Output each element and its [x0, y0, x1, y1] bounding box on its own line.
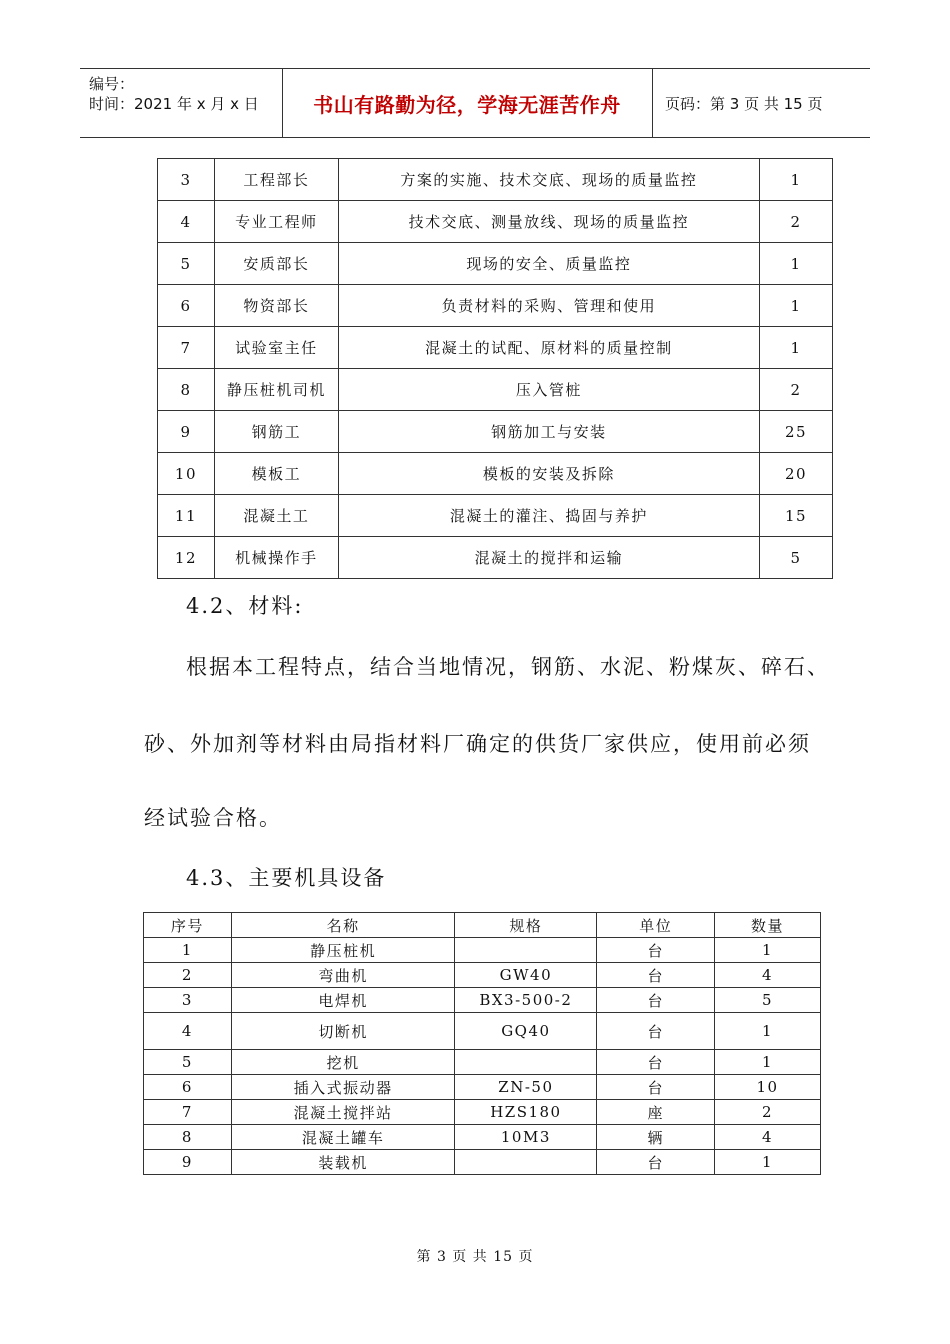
cell-name: 混凝土罐车	[231, 1125, 455, 1150]
row-count: 2	[760, 369, 833, 411]
row-duty: 方案的实施、技术交底、现场的质量监控	[338, 159, 759, 201]
row-count: 1	[760, 159, 833, 201]
row-no: 11	[158, 495, 215, 537]
table-row	[158, 369, 833, 411]
cell-spec	[455, 1150, 597, 1175]
table-row	[158, 411, 833, 453]
table-row	[158, 327, 833, 369]
row-no: 6	[158, 285, 215, 327]
cell-name: 弯曲机	[231, 963, 455, 988]
row-count: 5	[760, 537, 833, 579]
row-count: 1	[760, 285, 833, 327]
cell-unit: 辆	[597, 1125, 715, 1150]
table-header-row	[144, 913, 821, 938]
time-label: 时间：2021 年 x 月 x 日	[89, 95, 259, 113]
cell-no: 8	[144, 1125, 232, 1150]
code-label: 编号：	[89, 75, 135, 93]
cell-no: 7	[144, 1100, 232, 1125]
cell-spec: HZS180	[455, 1100, 597, 1125]
cell-qty: 1	[715, 1013, 821, 1050]
cell-spec: GQ40	[455, 1013, 597, 1050]
row-count: 1	[760, 243, 833, 285]
cell-unit: 台	[597, 1013, 715, 1050]
row-duty: 压入管桩	[338, 369, 759, 411]
cell-unit: 台	[597, 938, 715, 963]
header-motto-cell	[282, 69, 653, 137]
row-duty: 技术交底、测量放线、现场的质量监控	[338, 201, 759, 243]
cell-unit: 台	[597, 963, 715, 988]
cell-spec	[455, 1050, 597, 1075]
row-role: 专业工程师	[214, 201, 338, 243]
row-count: 1	[760, 327, 833, 369]
header-qty: 数量	[715, 913, 821, 938]
cell-no: 3	[144, 988, 232, 1013]
row-count: 15	[760, 495, 833, 537]
header-spec: 规格	[455, 913, 597, 938]
cell-qty: 2	[715, 1100, 821, 1125]
cell-qty: 10	[715, 1075, 821, 1100]
cell-name: 混凝土搅拌站	[231, 1100, 455, 1125]
row-role: 工程部长	[214, 159, 338, 201]
cell-no: 5	[144, 1050, 232, 1075]
cell-unit: 台	[597, 1150, 715, 1175]
header-motto: 书山有路勤为径，学海无涯苦作舟	[313, 92, 621, 117]
cell-name: 装载机	[231, 1150, 455, 1175]
table-row	[144, 988, 821, 1013]
cell-unit: 台	[597, 1050, 715, 1075]
row-count: 2	[760, 201, 833, 243]
materials-paragraph-line-2: 砂、外加剂等材料由局指材料厂确定的供货厂家供应，使用前必须	[144, 732, 811, 756]
table-row	[144, 1125, 821, 1150]
row-count: 25	[760, 411, 833, 453]
cell-no: 9	[144, 1150, 232, 1175]
cell-unit: 台	[597, 988, 715, 1013]
cell-no: 6	[144, 1075, 232, 1100]
cell-spec	[455, 938, 597, 963]
cell-name: 电焊机	[231, 988, 455, 1013]
personnel-table	[157, 158, 833, 579]
header-page-info: 页码：第 3 页 共 15 页	[665, 94, 823, 113]
table-row	[158, 159, 833, 201]
row-no: 8	[158, 369, 215, 411]
cell-spec: ZN-50	[455, 1075, 597, 1100]
row-role: 模板工	[214, 453, 338, 495]
cell-qty: 1	[715, 1050, 821, 1075]
row-duty: 混凝土的试配、原材料的质量控制	[338, 327, 759, 369]
table-row	[144, 1150, 821, 1175]
cell-name: 挖机	[231, 1050, 455, 1075]
page-header	[80, 68, 870, 138]
cell-name: 插入式振动器	[231, 1075, 455, 1100]
table-row	[144, 1013, 821, 1050]
row-role: 物资部长	[214, 285, 338, 327]
cell-no: 1	[144, 938, 232, 963]
cell-name: 切断机	[231, 1013, 455, 1050]
table-row	[144, 1075, 821, 1100]
equipment-table	[143, 912, 821, 1175]
materials-paragraph-line-3: 经试验合格。	[144, 806, 282, 830]
cell-qty: 4	[715, 963, 821, 988]
row-no: 7	[158, 327, 215, 369]
cell-unit: 座	[597, 1100, 715, 1125]
row-no: 12	[158, 537, 215, 579]
row-role: 静压桩机司机	[214, 369, 338, 411]
header-meta	[80, 69, 283, 137]
cell-qty: 5	[715, 988, 821, 1013]
header-unit: 单位	[597, 913, 715, 938]
cell-spec: 10M3	[455, 1125, 597, 1150]
header-name: 名称	[231, 913, 455, 938]
row-count: 20	[760, 453, 833, 495]
table-row	[158, 537, 833, 579]
equipment-heading: 4.3、主要机具设备	[186, 866, 387, 890]
page-footer: 第 3 页 共 15 页	[416, 1249, 534, 1265]
table-row	[158, 285, 833, 327]
table-row	[144, 963, 821, 988]
row-no: 4	[158, 201, 215, 243]
row-duty: 现场的安全、质量监控	[338, 243, 759, 285]
header-no: 序号	[144, 913, 232, 938]
table-row	[144, 1050, 821, 1075]
row-role: 钢筋工	[214, 411, 338, 453]
materials-heading: 4.2、材料:	[186, 594, 304, 618]
cell-spec: GW40	[455, 963, 597, 988]
cell-unit: 台	[597, 1075, 715, 1100]
table-row	[158, 453, 833, 495]
row-role: 试验室主任	[214, 327, 338, 369]
header-page-cell	[653, 69, 870, 137]
table-row	[158, 243, 833, 285]
cell-name: 静压桩机	[231, 938, 455, 963]
cell-no: 4	[144, 1013, 232, 1050]
row-no: 10	[158, 453, 215, 495]
cell-no: 2	[144, 963, 232, 988]
row-duty: 混凝土的灌注、捣固与养护	[338, 495, 759, 537]
cell-qty: 4	[715, 1125, 821, 1150]
row-duty: 混凝土的搅拌和运输	[338, 537, 759, 579]
row-role: 混凝土工	[214, 495, 338, 537]
cell-spec: BX3-500-2	[455, 988, 597, 1013]
row-duty: 模板的安装及拆除	[338, 453, 759, 495]
materials-paragraph-line-1: 根据本工程特点，结合当地情况，钢筋、水泥、粉煤灰、碎石、	[186, 655, 830, 679]
table-row	[158, 201, 833, 243]
row-no: 5	[158, 243, 215, 285]
cell-qty: 1	[715, 938, 821, 963]
table-row	[144, 1100, 821, 1125]
table-row	[158, 495, 833, 537]
table-row	[144, 938, 821, 963]
row-role: 安质部长	[214, 243, 338, 285]
row-no: 9	[158, 411, 215, 453]
row-role: 机械操作手	[214, 537, 338, 579]
cell-qty: 1	[715, 1150, 821, 1175]
row-duty: 钢筋加工与安装	[338, 411, 759, 453]
row-no: 3	[158, 159, 215, 201]
row-duty: 负责材料的采购、管理和使用	[338, 285, 759, 327]
